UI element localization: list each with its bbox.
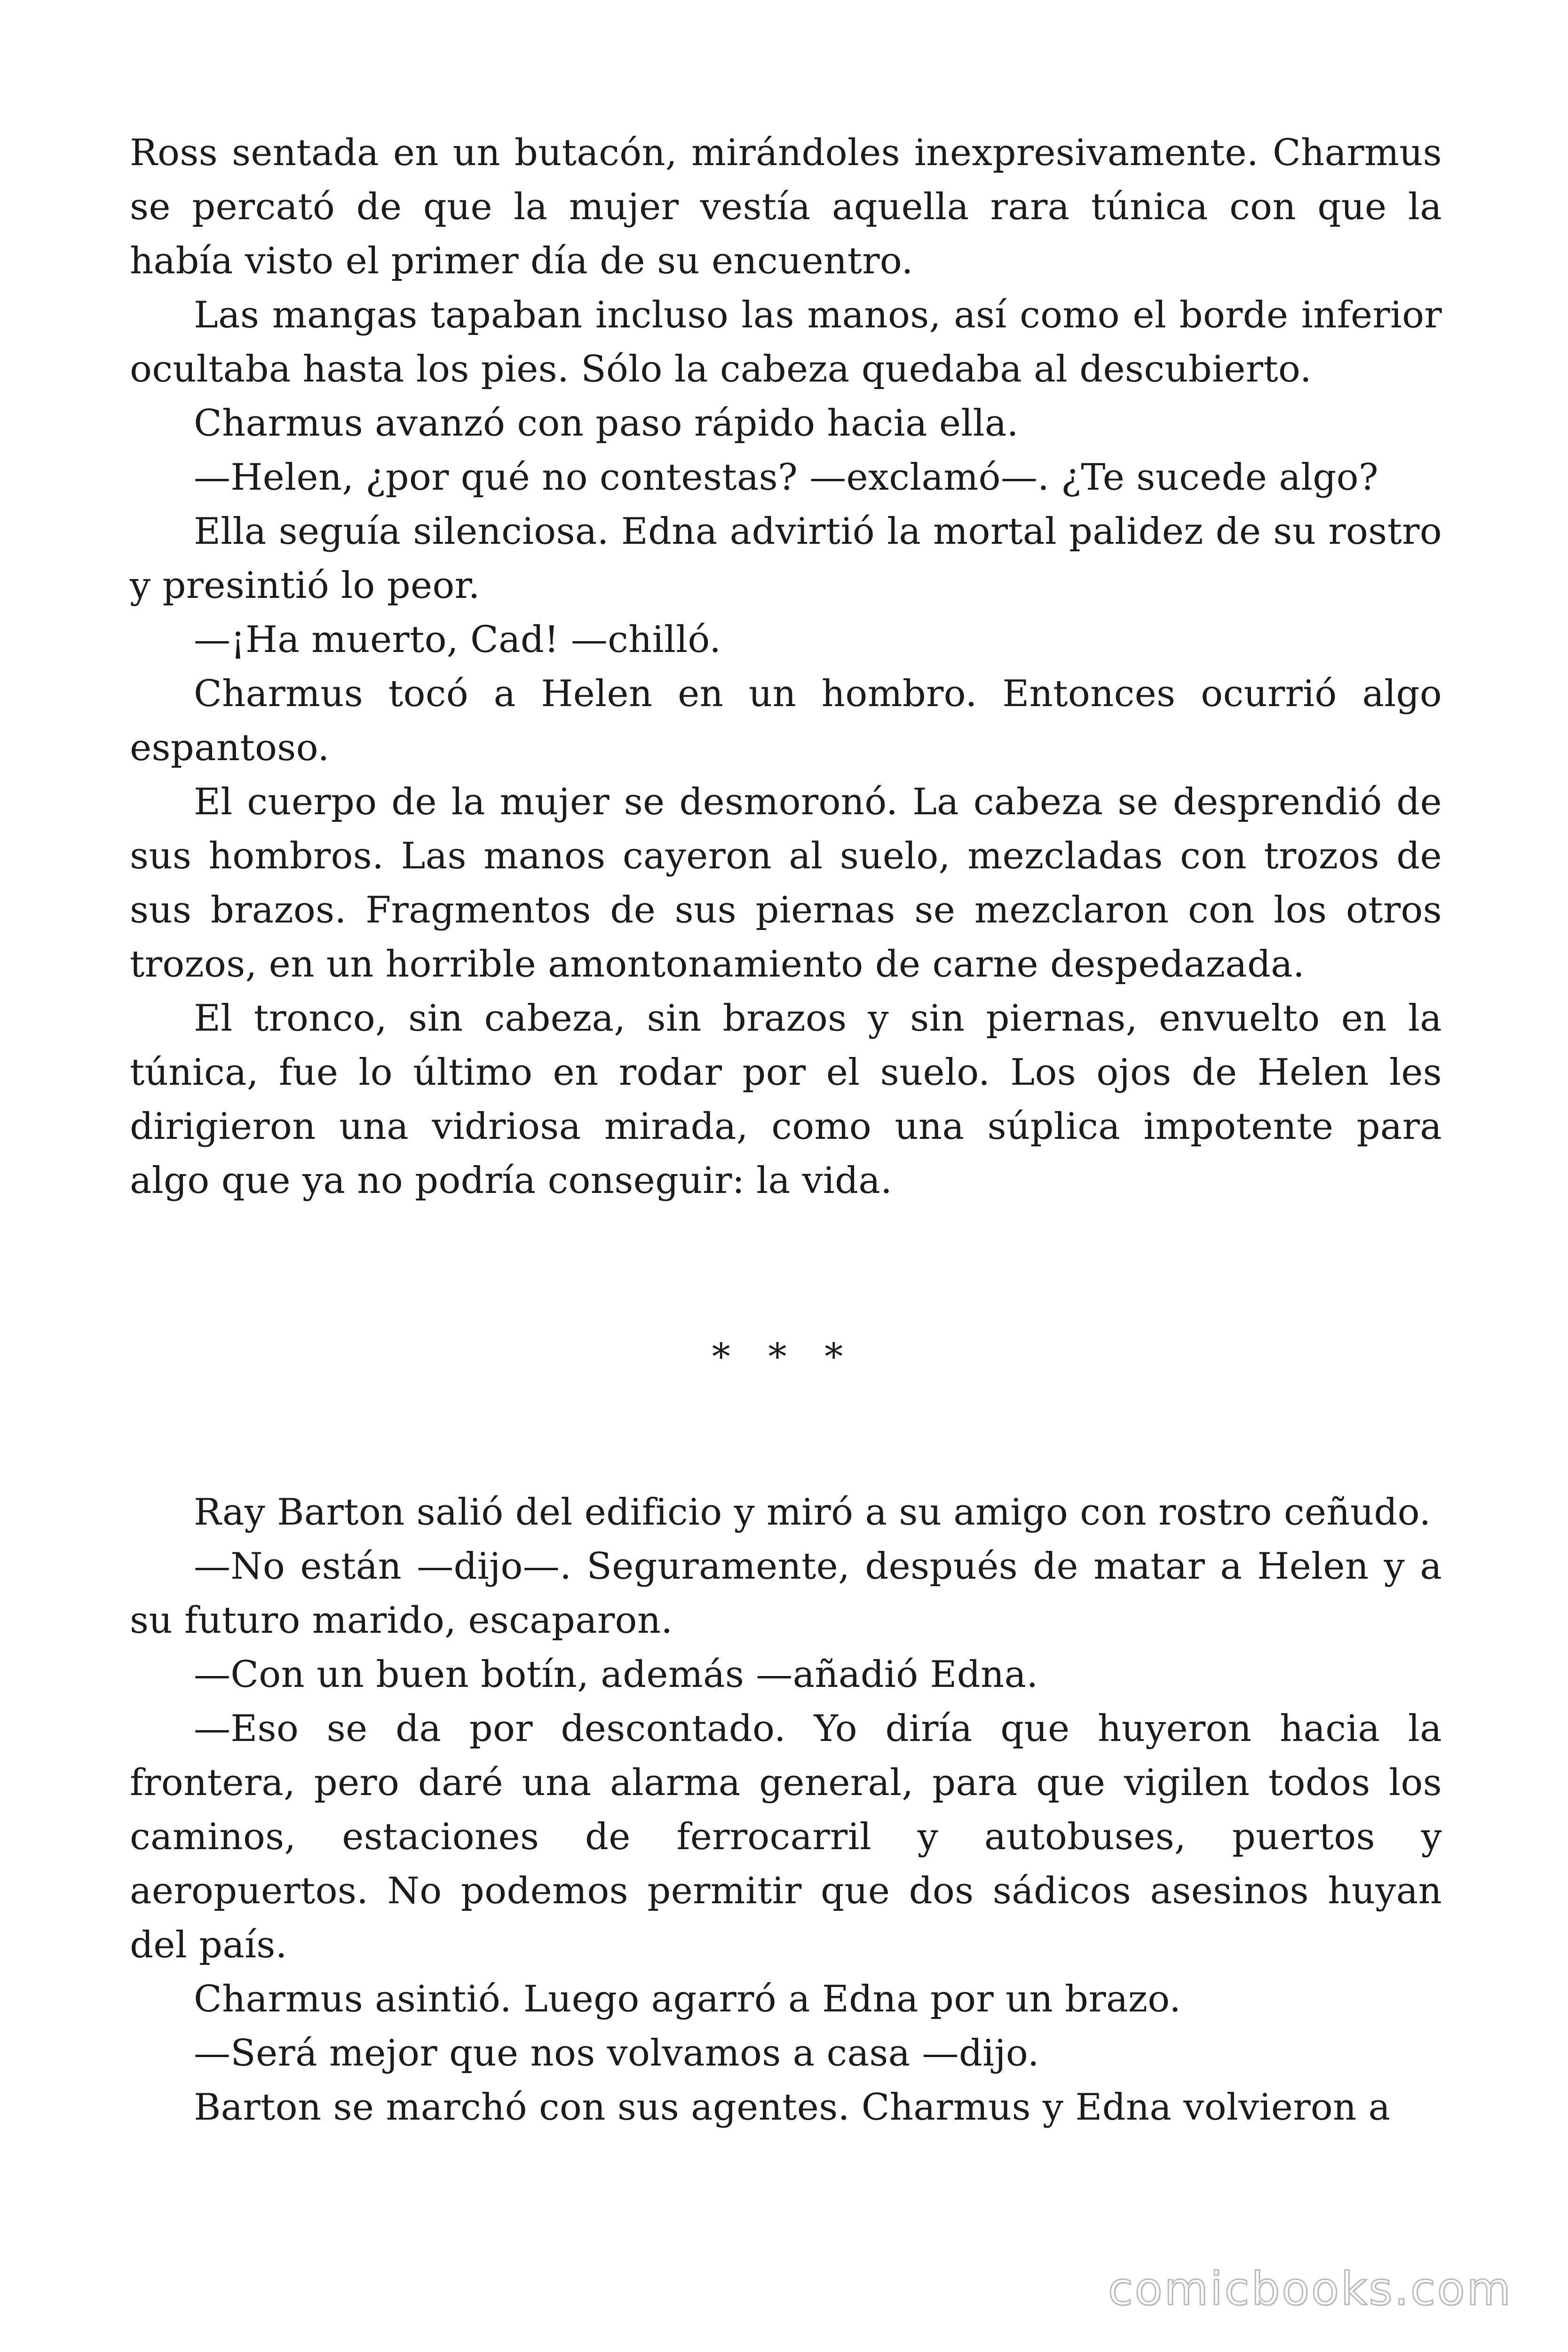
paragraph: Barton se marchó con sus agentes. Charmus y Edna volvieron a	[194, 2086, 1391, 2129]
paragraph: Ray Barton salió del edificio y miró a su amigo con rostro ceñudo.	[194, 1491, 1431, 1534]
paragraph: —Eso se da por descontado. Yo diría que huyeron hacia la frontera, pero daré una alarma general, para que vigilen todos los caminos, estaciones de ferrocarril y autobuses, puertos y aeropuertos. No podemos permitir que dos sádicos asesinos huyan del país.	[130, 1708, 1442, 1966]
paragraph: —Helen, ¿por qué no contestas? —exclamó—. ¿Te sucede algo?	[194, 456, 1378, 499]
paragraph: El tronco, sin cabeza, sin brazos y sin piernas, envuelto en la túnica, fue lo último en rodar por el suelo. Los ojos de Helen les dirigieron una vidriosa mirada, como una súplica impotente para algo que ya no podría conseguir: la vida.	[130, 997, 1442, 1202]
paragraph: —¡Ha muerto, Cad! —chilló.	[194, 619, 721, 661]
paragraph: El cuerpo de la mujer se desmoronó. La cabeza se desprendió de sus hombros. Las manos cayeron al suelo, mezcladas con trozos de sus brazos. Fragmentos de sus piernas se mezclaron con los otros trozos, en un horrible amontonamiento de carne despedazada.	[130, 781, 1442, 985]
paragraph: —No están —dijo—. Seguramente, después de matar a Helen y a su futuro marido, escaparon.	[130, 1545, 1442, 1642]
paragraph: Charmus asintió. Luego agarró a Edna por un brazo.	[194, 1978, 1181, 2020]
text-section-1	[130, 126, 1442, 1208]
paragraph: Charmus avanzó con paso rápido hacia ella.	[194, 402, 1019, 445]
scene-break: * * *	[712, 1336, 856, 1378]
paragraph: Ella seguía silenciosa. Edna advirtió la mortal palidez de su rostro y presintió lo peor.	[130, 510, 1442, 607]
paragraph: Las mangas tapaban incluso las manos, así como el borde inferior ocultaba hasta los pies. Sólo la cabeza quedaba al descubierto.	[130, 294, 1442, 390]
paragraph: Charmus tocó a Helen en un hombro. Entonces ocurrió algo espantoso.	[130, 673, 1442, 769]
paragraph: —Será mejor que nos volvamos a casa —dijo.	[194, 2032, 1039, 2074]
paragraph: —Con un buen botín, además —añadió Edna.	[194, 1653, 1038, 1696]
paragraph: Ross sentada en un butacón, mirándoles inexpresivamente. Charmus se percató de que la mujer vestía aquella rara túnica con que la había visto el primer día de su encuentro.	[130, 132, 1442, 282]
text-section-2	[130, 1486, 1442, 2135]
watermark-logo: comicbooks.com	[1108, 2263, 1513, 2315]
